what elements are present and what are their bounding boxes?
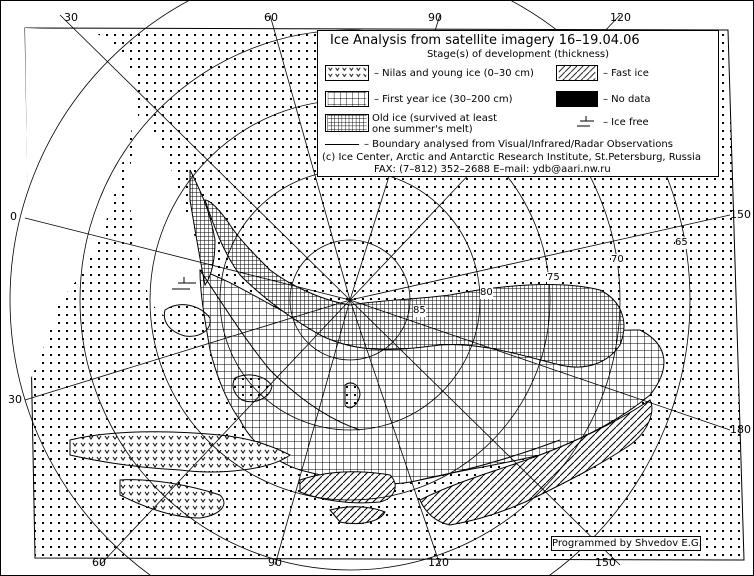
legend-first-year-label: – First year ice (30–200 cm): [374, 94, 513, 105]
lon-label-bottom-120: 120: [428, 556, 449, 569]
lon-label-top-30: 30: [64, 11, 78, 24]
legend-contact: FAX: (7–812) 352–2688 E–mail: ydb@aari.nw.ru: [374, 164, 611, 175]
legend-subtitle: Stage(s) of development (thickness): [426, 49, 610, 60]
lat-label-80: 80: [480, 287, 493, 298]
fast-ice-hatch-pattern-icon: [556, 65, 598, 81]
legend-nilas-label: – Nilas and young ice (0–30 cm): [374, 68, 534, 79]
lat-label-75: 75: [547, 272, 560, 283]
lon-label-top-60: 60: [264, 11, 278, 24]
first-year-ice-grid-pattern-icon: [325, 91, 369, 107]
lon-label-right-150: 150: [730, 208, 751, 221]
lon-label-right-180: 180: [730, 423, 751, 436]
legend-institute: (c) Ice Center, Arctic and Antarctic Research Institute, St.Petersburg, Russia: [322, 152, 701, 163]
old-ice-dense-grid-pattern-icon: [325, 114, 369, 132]
lat-label-70: 70: [611, 254, 624, 265]
lon-label-left-30: 30: [8, 393, 22, 406]
boundary-line-icon: [325, 144, 359, 145]
lat-label-65: 65: [675, 237, 688, 248]
legend-no-data-label: – No data: [603, 94, 651, 105]
legend-panel: [317, 30, 719, 177]
legend-boundary-label: – Boundary analysed from Visual/Infrared/Radar Observations: [364, 139, 673, 150]
lon-label-top-90: 90: [428, 11, 442, 24]
lon-label-bottom-90: 90: [268, 556, 282, 569]
lon-label-left-0: 0: [10, 210, 17, 223]
legend-title: Ice Analysis from satellite imagery 16–19.04.06: [330, 33, 640, 48]
legend-old-ice-line1: Old ice (survived at least: [372, 113, 498, 124]
legend-old-ice-line2: one summer's melt): [372, 124, 473, 135]
lon-label-bottom-60: 60: [92, 556, 106, 569]
no-data-swatch-icon: [556, 91, 598, 107]
ice-free-symbol-icon: [576, 115, 596, 129]
lon-label-top-120: 120: [610, 11, 631, 24]
credit-label: Programmed by Shvedov E.G.: [552, 538, 702, 549]
lat-label-85: 85: [413, 305, 426, 316]
lon-label-bottom-150: 150: [595, 556, 616, 569]
legend-ice-free-label: – Ice free: [603, 117, 649, 128]
nilas-v-pattern-icon: [325, 65, 369, 81]
legend-fast-ice-label: – Fast ice: [603, 68, 649, 79]
